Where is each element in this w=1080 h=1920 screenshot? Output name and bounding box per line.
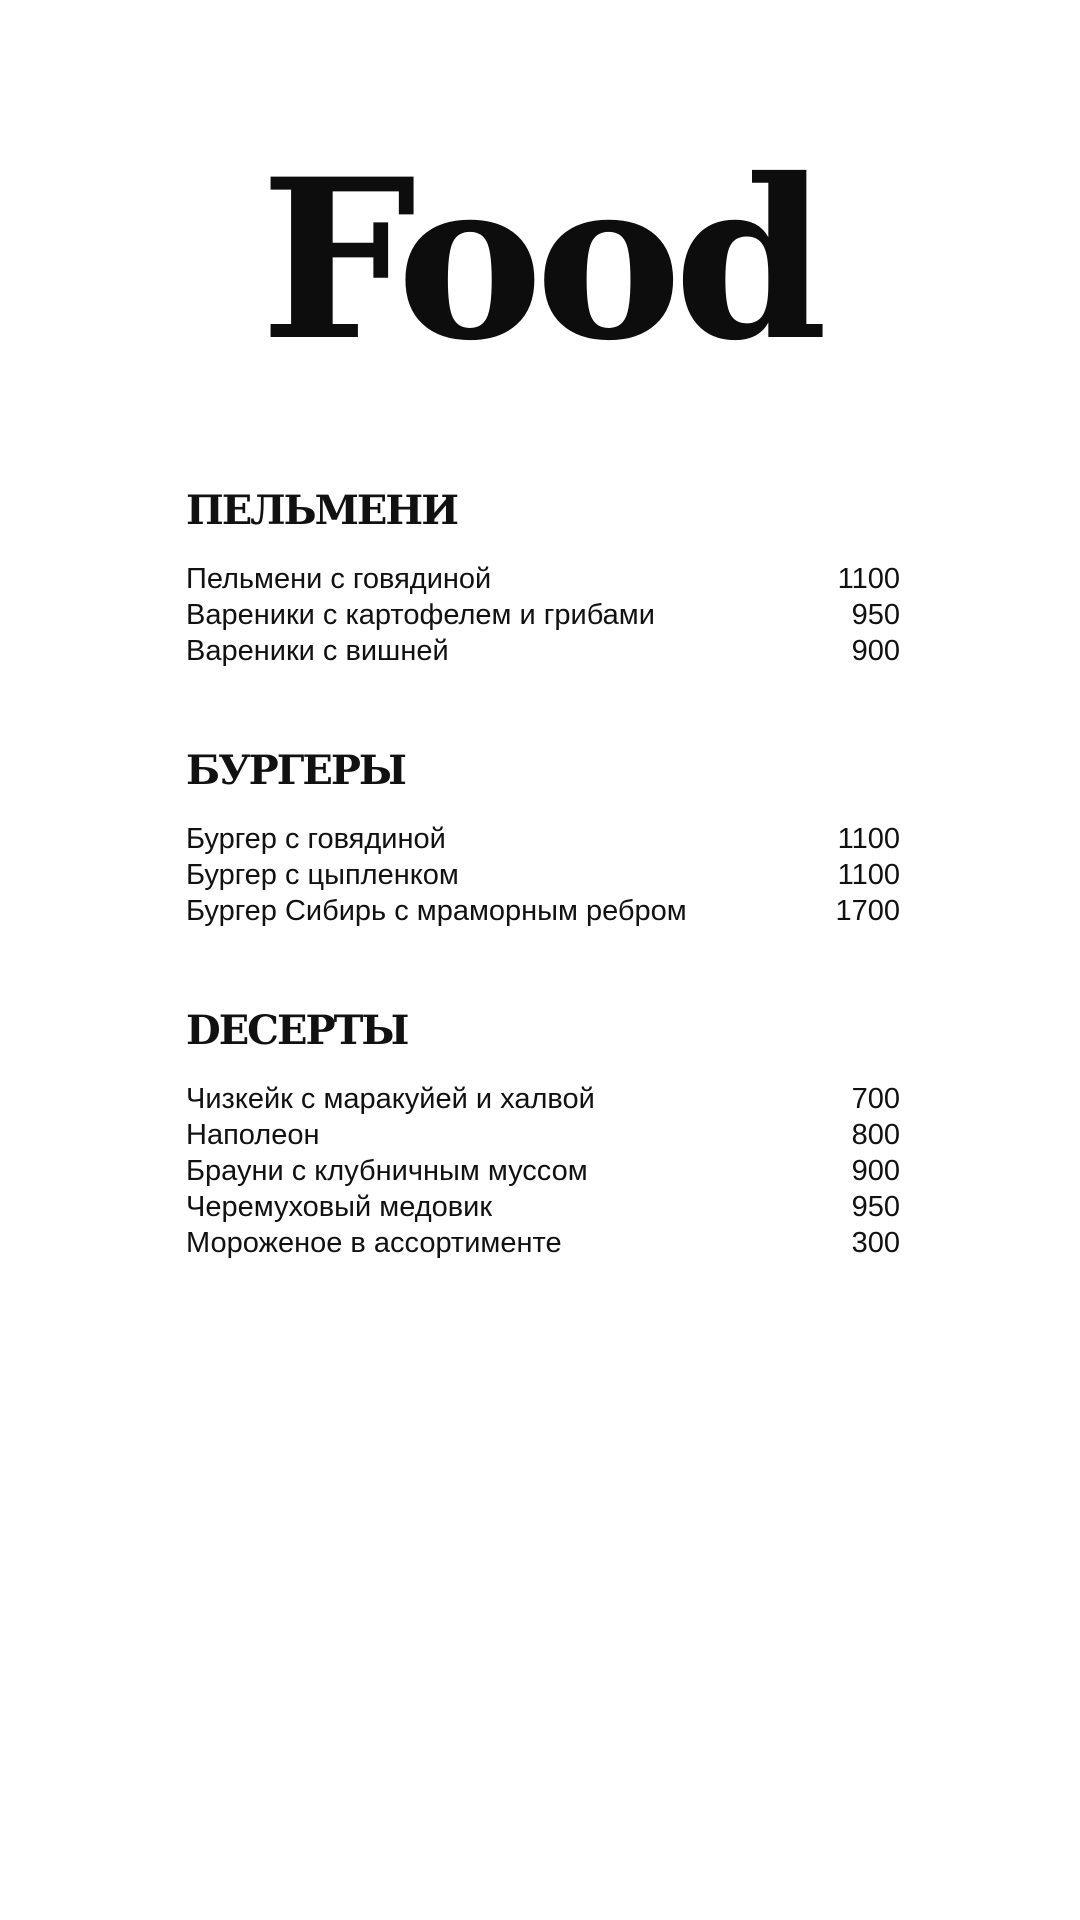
item-price: 1100: [837, 823, 900, 855]
item-name: Черемуховый медовик: [186, 1191, 493, 1223]
item-name: Пельмени с говядиной: [186, 563, 492, 595]
item-price: 800: [851, 1119, 900, 1151]
item-price: 300: [851, 1227, 900, 1259]
section-title: ПЕЛЬМЕНИ: [186, 487, 457, 534]
menu-item: [186, 1189, 900, 1225]
item-name: Бургер Сибирь с мраморным ребром: [186, 895, 687, 927]
item-name: Наполеон: [186, 1119, 320, 1151]
item-name: Бургер с цыпленком: [186, 859, 459, 891]
item-price: 950: [851, 599, 900, 631]
page-title: Food: [260, 130, 820, 389]
item-price: 1100: [837, 563, 900, 595]
menu-item: [186, 1225, 900, 1261]
menu-item: [186, 1153, 900, 1189]
section-burgers: [186, 745, 900, 929]
item-name: Вареники с картофелем и грибами: [186, 599, 655, 631]
menu-item: [186, 1081, 900, 1117]
menu: [186, 485, 900, 1337]
section-desserts: [186, 1005, 900, 1261]
section-pelmeni: [186, 485, 900, 669]
item-name: Чизкейк с маракуйей и халвой: [186, 1083, 595, 1115]
item-price: 1700: [835, 895, 900, 927]
item-name: Брауни с клубничным муссом: [186, 1155, 588, 1187]
section-title: БУРГЕРЫ: [186, 747, 405, 794]
menu-item: [186, 597, 900, 633]
menu-item: [186, 857, 900, 893]
item-name: Вареники с вишней: [186, 635, 449, 667]
item-price: 900: [851, 1155, 900, 1187]
menu-item: [186, 633, 900, 669]
item-price: 950: [851, 1191, 900, 1223]
item-price: 900: [851, 635, 900, 667]
item-name: Бургер с говядиной: [186, 823, 446, 855]
item-name: Мороженое в ассортименте: [186, 1227, 562, 1259]
menu-item: [186, 893, 900, 929]
menu-item: [186, 821, 900, 857]
item-price: 700: [851, 1083, 900, 1115]
section-title: DЕСЕРТЫ: [186, 1007, 408, 1054]
menu-item: [186, 1117, 900, 1153]
item-price: 1100: [837, 859, 900, 891]
menu-item: [186, 561, 900, 597]
